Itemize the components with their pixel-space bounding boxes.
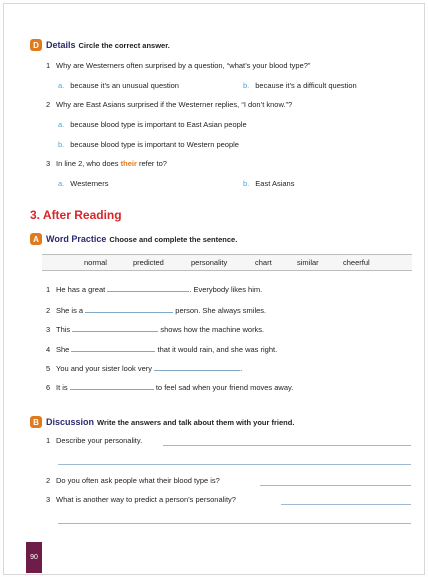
answer-line[interactable] — [281, 504, 411, 505]
question-text: What is another way to predict a person’s personality? — [56, 495, 236, 504]
answer-line[interactable] — [58, 523, 411, 524]
section-badge-d: D — [30, 39, 42, 51]
sentence-text: shows how the machine works. — [158, 325, 265, 334]
answer-blank[interactable] — [85, 304, 173, 313]
option-letter: b. — [58, 140, 65, 149]
option-text: because it’s a difficult question — [255, 81, 357, 90]
word-practice-sentence-4 — [46, 343, 277, 354]
word-bank — [42, 254, 412, 271]
section-badge-b: B — [30, 416, 42, 428]
details-instruction: Circle the correct answer. — [78, 41, 170, 50]
question-number: 2 — [46, 476, 51, 485]
discussion-question-1 — [46, 436, 142, 445]
sentence-number: 2 — [46, 306, 51, 315]
word-bank-item: predicted — [133, 258, 164, 267]
word-bank-item: cheerful — [343, 258, 370, 267]
answer-line[interactable] — [260, 485, 411, 486]
word-bank-item: chart — [255, 258, 272, 267]
details-q2-option-b[interactable] — [58, 140, 239, 149]
answer-blank[interactable] — [72, 323, 158, 332]
option-letter: b. — [243, 81, 250, 90]
option-letter: a. — [58, 179, 65, 188]
question-text: Describe your personality. — [56, 436, 143, 445]
question-number: 2 — [46, 100, 51, 109]
sentence-text: He has a great — [56, 285, 108, 294]
word-practice-sentence-3 — [46, 323, 264, 334]
question-number: 3 — [46, 159, 51, 168]
word-bank-item: normal — [84, 258, 107, 267]
answer-line[interactable] — [58, 464, 411, 465]
word-bank-item: similar — [297, 258, 319, 267]
question-number: 1 — [46, 436, 51, 445]
answer-blank[interactable] — [71, 343, 155, 352]
sentence-text: You and your sister look very — [56, 364, 155, 373]
details-q1-option-b[interactable] — [243, 81, 357, 90]
sentence-text: . Everybody likes him. — [189, 285, 263, 294]
sentence-number: 1 — [46, 285, 51, 294]
word-bank-item: personality — [191, 258, 228, 267]
section-badge-a: A — [30, 233, 42, 245]
word-practice-sentence-6 — [46, 381, 293, 392]
question-number: 3 — [46, 495, 51, 504]
discussion-question-2 — [46, 476, 220, 485]
word-practice-instruction: Choose and complete the sentence. — [109, 235, 238, 244]
details-q1-option-a[interactable] — [58, 81, 179, 90]
sentence-text: that it would rain, and she was right. — [155, 345, 278, 354]
details-question-3 — [46, 159, 167, 168]
option-text: Westerners — [70, 179, 109, 188]
sentence-number: 3 — [46, 325, 51, 334]
sentence-text: to feel sad when your friend moves away. — [153, 383, 294, 392]
discussion-question-3 — [46, 495, 236, 504]
sentence-text: She is a — [56, 306, 86, 315]
word-practice-sentence-1 — [46, 283, 262, 294]
question-text: Do you often ask people what their blood type is? — [56, 476, 220, 485]
after-reading-heading: 3. After Reading — [30, 208, 122, 222]
question-text: In line 2, who does — [56, 159, 121, 168]
word-practice-sentence-5 — [46, 362, 242, 373]
discussion-instruction: Write the answers and talk about them with your friend. — [97, 418, 295, 427]
page-number: 90 — [26, 542, 42, 573]
option-text: because blood type is important to Western people — [70, 140, 239, 149]
sentence-number: 6 — [46, 383, 51, 392]
word-practice-title: Word Practice — [46, 234, 107, 244]
answer-line[interactable] — [163, 445, 411, 446]
option-text: East Asians — [255, 179, 295, 188]
details-title: Details — [46, 40, 76, 50]
question-text: Why are East Asians surprised if the Westerner replies, “I don’t know.”? — [56, 100, 293, 109]
option-text: because blood type is important to East Asian people — [70, 120, 247, 129]
details-q2-option-a[interactable] — [58, 120, 247, 129]
option-text: because it’s an unusual question — [70, 81, 179, 90]
word-practice-heading — [46, 234, 237, 244]
highlight-word: their — [120, 159, 137, 168]
details-question-2 — [46, 100, 292, 109]
details-q3-option-b[interactable] — [243, 179, 294, 188]
details-q3-option-a[interactable] — [58, 179, 108, 188]
question-text: Why are Westerners often surprised by a question, “what’s your blood type?” — [56, 61, 311, 70]
sentence-text: It is — [56, 383, 70, 392]
question-number: 1 — [46, 61, 51, 70]
sentence-text: She — [56, 345, 72, 354]
sentence-text: . — [240, 364, 243, 373]
sentence-number: 4 — [46, 345, 51, 354]
details-heading — [46, 40, 170, 50]
option-letter: a. — [58, 81, 65, 90]
sentence-text: This — [56, 325, 73, 334]
option-letter: a. — [58, 120, 65, 129]
discussion-title: Discussion — [46, 417, 95, 427]
answer-blank[interactable] — [107, 283, 189, 292]
details-question-1 — [46, 61, 310, 70]
answer-blank[interactable] — [154, 362, 243, 373]
word-practice-sentence-2 — [46, 304, 266, 315]
question-text: refer to? — [136, 159, 167, 168]
sentence-number: 5 — [46, 364, 51, 373]
sentence-text: person. She always smiles. — [173, 306, 267, 315]
discussion-heading — [46, 417, 294, 427]
answer-blank[interactable] — [70, 381, 154, 390]
option-letter: b. — [243, 179, 250, 188]
